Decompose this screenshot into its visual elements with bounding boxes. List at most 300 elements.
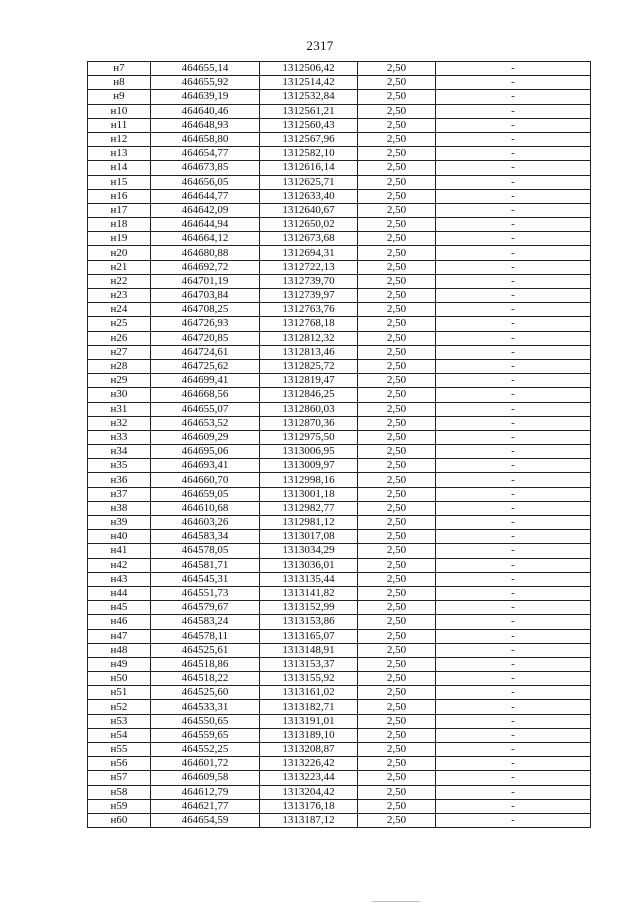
table-row xyxy=(88,586,591,600)
point-label-cell: н44 xyxy=(88,586,151,600)
x-coordinate-cell: 464708,25 xyxy=(151,303,260,317)
y-coordinate-cell: 1312673,68 xyxy=(260,232,358,246)
x-coordinate-cell: 464701,19 xyxy=(151,274,260,288)
y-coordinate-cell: 1313161,02 xyxy=(260,686,358,700)
y-coordinate-cell: 1312532,84 xyxy=(260,90,358,104)
y-coordinate-cell: 1313001,18 xyxy=(260,487,358,501)
x-coordinate-cell: 464581,71 xyxy=(151,558,260,572)
remark-cell: - xyxy=(436,132,591,146)
remark-cell: - xyxy=(436,459,591,473)
point-label-cell: н24 xyxy=(88,303,151,317)
precision-cell: 2,50 xyxy=(358,104,436,118)
y-coordinate-cell: 1313165,07 xyxy=(260,629,358,643)
x-coordinate-cell: 464583,34 xyxy=(151,530,260,544)
precision-cell: 2,50 xyxy=(358,416,436,430)
remark-cell: - xyxy=(436,402,591,416)
x-coordinate-cell: 464648,93 xyxy=(151,118,260,132)
point-label-cell: н7 xyxy=(88,62,151,76)
point-label-cell: н55 xyxy=(88,743,151,757)
remark-cell: - xyxy=(436,643,591,657)
x-coordinate-cell: 464578,05 xyxy=(151,544,260,558)
y-coordinate-cell: 1313182,71 xyxy=(260,700,358,714)
remark-cell: - xyxy=(436,572,591,586)
x-coordinate-cell: 464640,46 xyxy=(151,104,260,118)
point-label-cell: н48 xyxy=(88,643,151,657)
table-row xyxy=(88,303,591,317)
y-coordinate-cell: 1312819,47 xyxy=(260,374,358,388)
precision-cell: 2,50 xyxy=(358,586,436,600)
remark-cell: - xyxy=(436,147,591,161)
point-label-cell: н58 xyxy=(88,785,151,799)
remark-cell: - xyxy=(436,799,591,813)
remark-cell: - xyxy=(436,686,591,700)
x-coordinate-cell: 464725,62 xyxy=(151,359,260,373)
table-row xyxy=(88,657,591,671)
y-coordinate-cell: 1312982,77 xyxy=(260,501,358,515)
x-coordinate-cell: 464654,59 xyxy=(151,813,260,827)
point-label-cell: н17 xyxy=(88,203,151,217)
x-coordinate-cell: 464655,14 xyxy=(151,62,260,76)
precision-cell: 2,50 xyxy=(358,90,436,104)
x-coordinate-cell: 464693,41 xyxy=(151,459,260,473)
y-coordinate-cell: 1312561,21 xyxy=(260,104,358,118)
table-row xyxy=(88,345,591,359)
precision-cell: 2,50 xyxy=(358,274,436,288)
x-coordinate-cell: 464525,60 xyxy=(151,686,260,700)
precision-cell: 2,50 xyxy=(358,743,436,757)
precision-cell: 2,50 xyxy=(358,303,436,317)
table-row xyxy=(88,118,591,132)
precision-cell: 2,50 xyxy=(358,175,436,189)
point-label-cell: н25 xyxy=(88,317,151,331)
y-coordinate-cell: 1312560,43 xyxy=(260,118,358,132)
remark-cell: - xyxy=(436,586,591,600)
table-row xyxy=(88,813,591,827)
y-coordinate-cell: 1313152,99 xyxy=(260,601,358,615)
y-coordinate-cell: 1313135,44 xyxy=(260,572,358,586)
x-coordinate-cell: 464656,05 xyxy=(151,175,260,189)
point-label-cell: н10 xyxy=(88,104,151,118)
remark-cell: - xyxy=(436,445,591,459)
remark-cell: - xyxy=(436,161,591,175)
x-coordinate-cell: 464644,77 xyxy=(151,189,260,203)
x-coordinate-cell: 464612,79 xyxy=(151,785,260,799)
table-row xyxy=(88,274,591,288)
remark-cell: - xyxy=(436,62,591,76)
y-coordinate-cell: 1312739,70 xyxy=(260,274,358,288)
x-coordinate-cell: 464673,85 xyxy=(151,161,260,175)
remark-cell: - xyxy=(436,76,591,90)
remark-cell: - xyxy=(436,785,591,799)
precision-cell: 2,50 xyxy=(358,771,436,785)
y-coordinate-cell: 1313148,91 xyxy=(260,643,358,657)
point-label-cell: н37 xyxy=(88,487,151,501)
precision-cell: 2,50 xyxy=(358,317,436,331)
y-coordinate-cell: 1312763,76 xyxy=(260,303,358,317)
table-row xyxy=(88,359,591,373)
table-row xyxy=(88,388,591,402)
point-label-cell: н13 xyxy=(88,147,151,161)
table-row xyxy=(88,728,591,742)
remark-cell: - xyxy=(436,771,591,785)
table-row xyxy=(88,686,591,700)
y-coordinate-cell: 1312640,67 xyxy=(260,203,358,217)
precision-cell: 2,50 xyxy=(358,487,436,501)
point-label-cell: н11 xyxy=(88,118,151,132)
table-row xyxy=(88,62,591,76)
y-coordinate-cell: 1313141,82 xyxy=(260,586,358,600)
x-coordinate-cell: 464680,88 xyxy=(151,246,260,260)
remark-cell: - xyxy=(436,544,591,558)
remark-cell: - xyxy=(436,374,591,388)
table-row xyxy=(88,601,591,615)
precision-cell: 2,50 xyxy=(358,572,436,586)
remark-cell: - xyxy=(436,501,591,515)
point-label-cell: н33 xyxy=(88,430,151,444)
precision-cell: 2,50 xyxy=(358,516,436,530)
y-coordinate-cell: 1313223,44 xyxy=(260,771,358,785)
table-row xyxy=(88,430,591,444)
point-label-cell: н56 xyxy=(88,757,151,771)
precision-cell: 2,50 xyxy=(358,813,436,827)
x-coordinate-cell: 464655,92 xyxy=(151,76,260,90)
remark-cell: - xyxy=(436,615,591,629)
x-coordinate-cell: 464644,94 xyxy=(151,218,260,232)
point-label-cell: н45 xyxy=(88,601,151,615)
point-label-cell: н47 xyxy=(88,629,151,643)
remark-cell: - xyxy=(436,530,591,544)
y-coordinate-cell: 1312981,12 xyxy=(260,516,358,530)
x-coordinate-cell: 464601,72 xyxy=(151,757,260,771)
table-row xyxy=(88,445,591,459)
precision-cell: 2,50 xyxy=(358,657,436,671)
y-coordinate-cell: 1312616,14 xyxy=(260,161,358,175)
point-label-cell: н31 xyxy=(88,402,151,416)
point-label-cell: н30 xyxy=(88,388,151,402)
x-coordinate-cell: 464603,26 xyxy=(151,516,260,530)
y-coordinate-cell: 1313189,10 xyxy=(260,728,358,742)
x-coordinate-cell: 464533,31 xyxy=(151,700,260,714)
table-row xyxy=(88,743,591,757)
precision-cell: 2,50 xyxy=(358,445,436,459)
x-coordinate-cell: 464518,22 xyxy=(151,672,260,686)
y-coordinate-cell: 1312514,42 xyxy=(260,76,358,90)
point-label-cell: н8 xyxy=(88,76,151,90)
table-row xyxy=(88,260,591,274)
x-coordinate-cell: 464559,65 xyxy=(151,728,260,742)
x-coordinate-cell: 464579,67 xyxy=(151,601,260,615)
x-coordinate-cell: 464545,31 xyxy=(151,572,260,586)
y-coordinate-cell: 1313153,37 xyxy=(260,657,358,671)
remark-cell: - xyxy=(436,601,591,615)
precision-cell: 2,50 xyxy=(358,260,436,274)
point-label-cell: н53 xyxy=(88,714,151,728)
y-coordinate-cell: 1313155,92 xyxy=(260,672,358,686)
y-coordinate-cell: 1312870,36 xyxy=(260,416,358,430)
precision-cell: 2,50 xyxy=(358,402,436,416)
table-row xyxy=(88,402,591,416)
point-label-cell: н15 xyxy=(88,175,151,189)
precision-cell: 2,50 xyxy=(358,132,436,146)
remark-cell: - xyxy=(436,289,591,303)
precision-cell: 2,50 xyxy=(358,218,436,232)
y-coordinate-cell: 1312650,02 xyxy=(260,218,358,232)
x-coordinate-cell: 464551,73 xyxy=(151,586,260,600)
x-coordinate-cell: 464658,80 xyxy=(151,132,260,146)
precision-cell: 2,50 xyxy=(358,289,436,303)
y-coordinate-cell: 1313009,97 xyxy=(260,459,358,473)
point-label-cell: н52 xyxy=(88,700,151,714)
remark-cell: - xyxy=(436,175,591,189)
scan-artifact-line xyxy=(372,901,420,902)
remark-cell: - xyxy=(436,388,591,402)
x-coordinate-cell: 464621,77 xyxy=(151,799,260,813)
x-coordinate-cell: 464609,29 xyxy=(151,430,260,444)
y-coordinate-cell: 1312582,10 xyxy=(260,147,358,161)
precision-cell: 2,50 xyxy=(358,359,436,373)
x-coordinate-cell: 464518,86 xyxy=(151,657,260,671)
point-label-cell: н46 xyxy=(88,615,151,629)
remark-cell: - xyxy=(436,345,591,359)
remark-cell: - xyxy=(436,672,591,686)
table-row xyxy=(88,643,591,657)
remark-cell: - xyxy=(436,218,591,232)
table-row xyxy=(88,161,591,175)
point-label-cell: н42 xyxy=(88,558,151,572)
point-label-cell: н16 xyxy=(88,189,151,203)
x-coordinate-cell: 464550,65 xyxy=(151,714,260,728)
point-label-cell: н29 xyxy=(88,374,151,388)
precision-cell: 2,50 xyxy=(358,686,436,700)
table-row xyxy=(88,714,591,728)
y-coordinate-cell: 1312812,32 xyxy=(260,331,358,345)
x-coordinate-cell: 464668,56 xyxy=(151,388,260,402)
precision-cell: 2,50 xyxy=(358,643,436,657)
table-row xyxy=(88,615,591,629)
y-coordinate-cell: 1312846,25 xyxy=(260,388,358,402)
x-coordinate-cell: 464653,52 xyxy=(151,416,260,430)
precision-cell: 2,50 xyxy=(358,232,436,246)
table-row xyxy=(88,331,591,345)
precision-cell: 2,50 xyxy=(358,785,436,799)
point-label-cell: н19 xyxy=(88,232,151,246)
remark-cell: - xyxy=(436,430,591,444)
point-label-cell: н49 xyxy=(88,657,151,671)
table-row xyxy=(88,289,591,303)
point-label-cell: н41 xyxy=(88,544,151,558)
x-coordinate-cell: 464525,61 xyxy=(151,643,260,657)
point-label-cell: н59 xyxy=(88,799,151,813)
table-row xyxy=(88,785,591,799)
x-coordinate-cell: 464660,70 xyxy=(151,473,260,487)
table-row xyxy=(88,218,591,232)
precision-cell: 2,50 xyxy=(358,473,436,487)
y-coordinate-cell: 1313187,12 xyxy=(260,813,358,827)
x-coordinate-cell: 464610,68 xyxy=(151,501,260,515)
table-row xyxy=(88,473,591,487)
table-row xyxy=(88,90,591,104)
table-row xyxy=(88,132,591,146)
point-label-cell: н21 xyxy=(88,260,151,274)
remark-cell: - xyxy=(436,246,591,260)
y-coordinate-cell: 1313191,01 xyxy=(260,714,358,728)
precision-cell: 2,50 xyxy=(358,714,436,728)
y-coordinate-cell: 1313017,08 xyxy=(260,530,358,544)
x-coordinate-cell: 464639,19 xyxy=(151,90,260,104)
x-coordinate-cell: 464692,72 xyxy=(151,260,260,274)
table-row xyxy=(88,416,591,430)
y-coordinate-cell: 1312722,13 xyxy=(260,260,358,274)
y-coordinate-cell: 1312625,71 xyxy=(260,175,358,189)
y-coordinate-cell: 1312633,40 xyxy=(260,189,358,203)
table-row xyxy=(88,558,591,572)
point-label-cell: н39 xyxy=(88,516,151,530)
x-coordinate-cell: 464664,12 xyxy=(151,232,260,246)
x-coordinate-cell: 464655,07 xyxy=(151,402,260,416)
precision-cell: 2,50 xyxy=(358,388,436,402)
point-label-cell: н26 xyxy=(88,331,151,345)
x-coordinate-cell: 464720,85 xyxy=(151,331,260,345)
table-row xyxy=(88,459,591,473)
point-label-cell: н50 xyxy=(88,672,151,686)
y-coordinate-cell: 1312768,18 xyxy=(260,317,358,331)
point-label-cell: н28 xyxy=(88,359,151,373)
point-label-cell: н18 xyxy=(88,218,151,232)
remark-cell: - xyxy=(436,90,591,104)
remark-cell: - xyxy=(436,700,591,714)
coordinates-table-body xyxy=(88,62,591,828)
table-row xyxy=(88,232,591,246)
table-row xyxy=(88,317,591,331)
table-row xyxy=(88,757,591,771)
remark-cell: - xyxy=(436,487,591,501)
table-row xyxy=(88,246,591,260)
precision-cell: 2,50 xyxy=(358,629,436,643)
x-coordinate-cell: 464703,84 xyxy=(151,289,260,303)
remark-cell: - xyxy=(436,629,591,643)
point-label-cell: н14 xyxy=(88,161,151,175)
remark-cell: - xyxy=(436,416,591,430)
remark-cell: - xyxy=(436,359,591,373)
table-row xyxy=(88,147,591,161)
precision-cell: 2,50 xyxy=(358,246,436,260)
y-coordinate-cell: 1312860,03 xyxy=(260,402,358,416)
precision-cell: 2,50 xyxy=(358,76,436,90)
remark-cell: - xyxy=(436,757,591,771)
y-coordinate-cell: 1312694,31 xyxy=(260,246,358,260)
precision-cell: 2,50 xyxy=(358,530,436,544)
table-row xyxy=(88,203,591,217)
precision-cell: 2,50 xyxy=(358,161,436,175)
x-coordinate-cell: 464695,06 xyxy=(151,445,260,459)
table-row xyxy=(88,799,591,813)
point-label-cell: н57 xyxy=(88,771,151,785)
precision-cell: 2,50 xyxy=(358,331,436,345)
remark-cell: - xyxy=(436,203,591,217)
point-label-cell: н20 xyxy=(88,246,151,260)
y-coordinate-cell: 1312567,96 xyxy=(260,132,358,146)
precision-cell: 2,50 xyxy=(358,700,436,714)
table-row xyxy=(88,516,591,530)
y-coordinate-cell: 1312825,72 xyxy=(260,359,358,373)
table-row xyxy=(88,629,591,643)
y-coordinate-cell: 1313176,18 xyxy=(260,799,358,813)
x-coordinate-cell: 464642,09 xyxy=(151,203,260,217)
precision-cell: 2,50 xyxy=(358,374,436,388)
remark-cell: - xyxy=(436,558,591,572)
table-row xyxy=(88,104,591,118)
remark-cell: - xyxy=(436,473,591,487)
x-coordinate-cell: 464583,24 xyxy=(151,615,260,629)
point-label-cell: н32 xyxy=(88,416,151,430)
remark-cell: - xyxy=(436,331,591,345)
point-label-cell: н40 xyxy=(88,530,151,544)
remark-cell: - xyxy=(436,714,591,728)
table-row xyxy=(88,572,591,586)
y-coordinate-cell: 1312506,42 xyxy=(260,62,358,76)
y-coordinate-cell: 1313204,42 xyxy=(260,785,358,799)
precision-cell: 2,50 xyxy=(358,757,436,771)
point-label-cell: н34 xyxy=(88,445,151,459)
remark-cell: - xyxy=(436,743,591,757)
precision-cell: 2,50 xyxy=(358,799,436,813)
y-coordinate-cell: 1313006,95 xyxy=(260,445,358,459)
remark-cell: - xyxy=(436,728,591,742)
precision-cell: 2,50 xyxy=(358,118,436,132)
precision-cell: 2,50 xyxy=(358,501,436,515)
remark-cell: - xyxy=(436,189,591,203)
point-label-cell: н23 xyxy=(88,289,151,303)
y-coordinate-cell: 1312998,16 xyxy=(260,473,358,487)
x-coordinate-cell: 464726,93 xyxy=(151,317,260,331)
remark-cell: - xyxy=(436,118,591,132)
precision-cell: 2,50 xyxy=(358,189,436,203)
table-row xyxy=(88,487,591,501)
x-coordinate-cell: 464578,11 xyxy=(151,629,260,643)
precision-cell: 2,50 xyxy=(358,345,436,359)
precision-cell: 2,50 xyxy=(358,615,436,629)
table-row xyxy=(88,501,591,515)
x-coordinate-cell: 464724,61 xyxy=(151,345,260,359)
point-label-cell: н54 xyxy=(88,728,151,742)
point-label-cell: н35 xyxy=(88,459,151,473)
point-label-cell: н60 xyxy=(88,813,151,827)
x-coordinate-cell: 464609,58 xyxy=(151,771,260,785)
x-coordinate-cell: 464654,77 xyxy=(151,147,260,161)
table-row xyxy=(88,771,591,785)
y-coordinate-cell: 1313036,01 xyxy=(260,558,358,572)
point-label-cell: н36 xyxy=(88,473,151,487)
y-coordinate-cell: 1312975,50 xyxy=(260,430,358,444)
precision-cell: 2,50 xyxy=(358,728,436,742)
table-row xyxy=(88,175,591,189)
point-label-cell: н43 xyxy=(88,572,151,586)
precision-cell: 2,50 xyxy=(358,203,436,217)
remark-cell: - xyxy=(436,516,591,530)
y-coordinate-cell: 1313226,42 xyxy=(260,757,358,771)
remark-cell: - xyxy=(436,260,591,274)
precision-cell: 2,50 xyxy=(358,459,436,473)
remark-cell: - xyxy=(436,657,591,671)
precision-cell: 2,50 xyxy=(358,601,436,615)
remark-cell: - xyxy=(436,104,591,118)
y-coordinate-cell: 1312813,46 xyxy=(260,345,358,359)
y-coordinate-cell: 1313208,87 xyxy=(260,743,358,757)
x-coordinate-cell: 464699,41 xyxy=(151,374,260,388)
table-row xyxy=(88,700,591,714)
precision-cell: 2,50 xyxy=(358,544,436,558)
precision-cell: 2,50 xyxy=(358,430,436,444)
